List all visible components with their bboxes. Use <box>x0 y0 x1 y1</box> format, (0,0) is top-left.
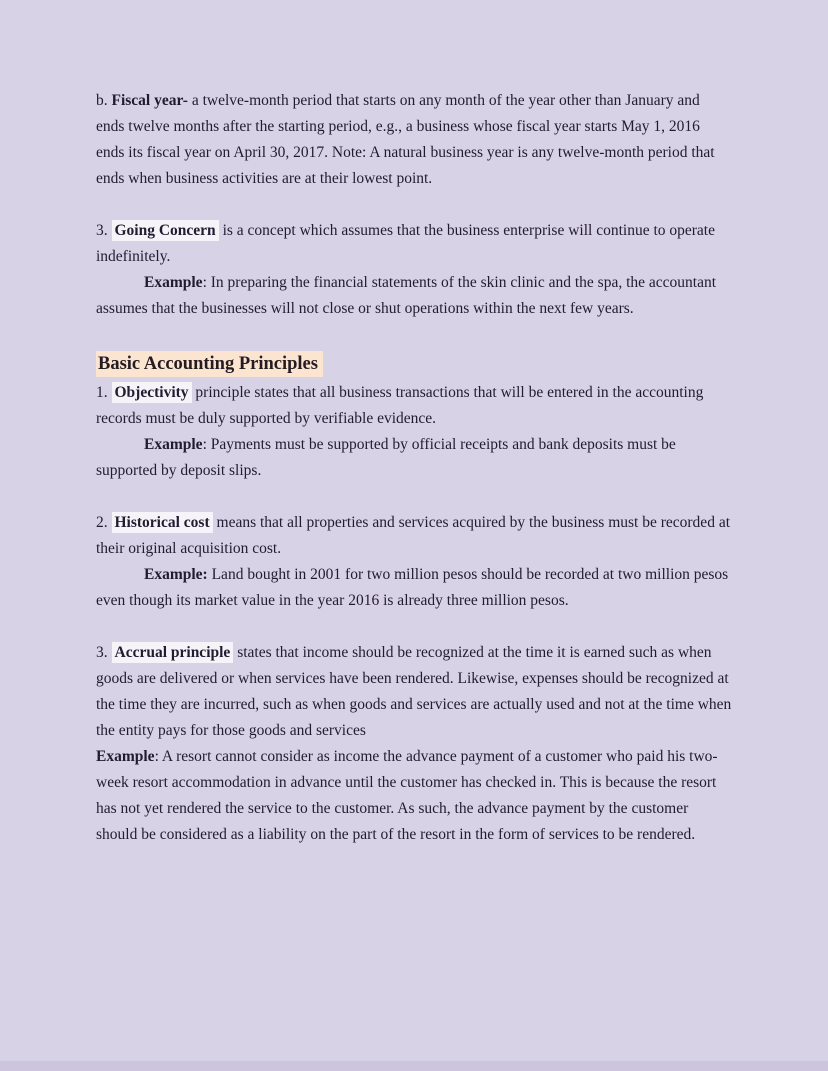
paragraph <box>96 744 732 848</box>
text-run-normal: 3. <box>96 644 112 661</box>
paragraph-spacer <box>96 192 732 218</box>
paragraph-spacer <box>96 322 732 348</box>
text-run-normal: a twelve-month period that starts on any month of the year other than January and ends twelve months after the starting period, e.g., a business whose fiscal year starts May 1, 2016 ends its fiscal year on April 30, 2017. Note: A natural business year is any twelve-month period that ends when business activities are at their lowest point. <box>96 92 715 187</box>
text-run-normal: means that all properties and services acquired by the business must be recorded at their original acquisition cost. <box>96 514 730 557</box>
text-run-bold: Example <box>144 274 203 291</box>
text-run-normal: : In preparing the financial statements of the skin clinic and the spa, the accountant assumes that the businesses will not close or shut operations within the next few years. <box>96 274 717 317</box>
text-run-normal: 3. <box>96 222 112 239</box>
text-run-bold-highlight: Going Concern <box>112 220 219 241</box>
text-run-bold: Fiscal year- <box>111 92 188 109</box>
text-run-normal: : A resort cannot consider as income the advance payment of a customer who paid his two-week resort accommodation in advance until the customer has checked in. This is because the resort has not yet rendered the service to the customer. As such, the advance payment by the customer should be considered as a liability on the part of the resort in the form of services to be rendered. <box>96 748 718 843</box>
paragraph <box>96 640 732 744</box>
text-run-normal: states that income should be recognized at the time it is earned such as when goods are delivered or when services have been rendered. Likewise, expenses should be recognized at the time they are incurred, such as when goods and services are actually used and not at the time when the entity pays for those goods and services <box>96 644 732 739</box>
text-run-normal: principle states that all business transactions that will be entered in the accounting records must be duly supported by verifiable evidence. <box>96 384 704 427</box>
paragraph <box>96 270 732 322</box>
document-body <box>96 88 732 848</box>
paragraph <box>96 88 732 192</box>
text-run-bold-highlight: Accrual principle <box>112 642 234 663</box>
text-run-bold: Example <box>96 748 155 765</box>
section-heading <box>96 349 732 379</box>
text-run-normal: is a concept which assumes that the business enterprise will continue to operate indefinitely. <box>96 222 715 265</box>
text-run-bold-highlight: Historical cost <box>112 512 213 533</box>
paragraph <box>96 562 732 614</box>
paragraph <box>96 432 732 484</box>
text-run-bold-highlight: Objectivity <box>112 382 192 403</box>
page-bottom-strip <box>0 1061 828 1071</box>
paragraph <box>96 510 732 562</box>
text-run-bold: Example <box>144 436 203 453</box>
paragraph <box>96 380 732 432</box>
text-run-normal: : Payments must be supported by official receipts and bank deposits must be supported by deposit slips. <box>96 436 676 479</box>
text-run-bold: Example: <box>144 566 208 583</box>
text-run-normal: 2. <box>96 514 112 531</box>
paragraph-spacer <box>96 614 732 640</box>
text-run-normal: b. <box>96 92 112 109</box>
text-run-normal: 1. <box>96 384 112 401</box>
paragraph-spacer <box>96 484 732 510</box>
paragraph <box>96 218 732 270</box>
text-run-heading: Basic Accounting Principles <box>96 351 323 377</box>
text-run-normal: Land bought in 2001 for two million pesos should be recorded at two million pesos even though its market value in the year 2016 is already three million pesos. <box>96 566 729 609</box>
